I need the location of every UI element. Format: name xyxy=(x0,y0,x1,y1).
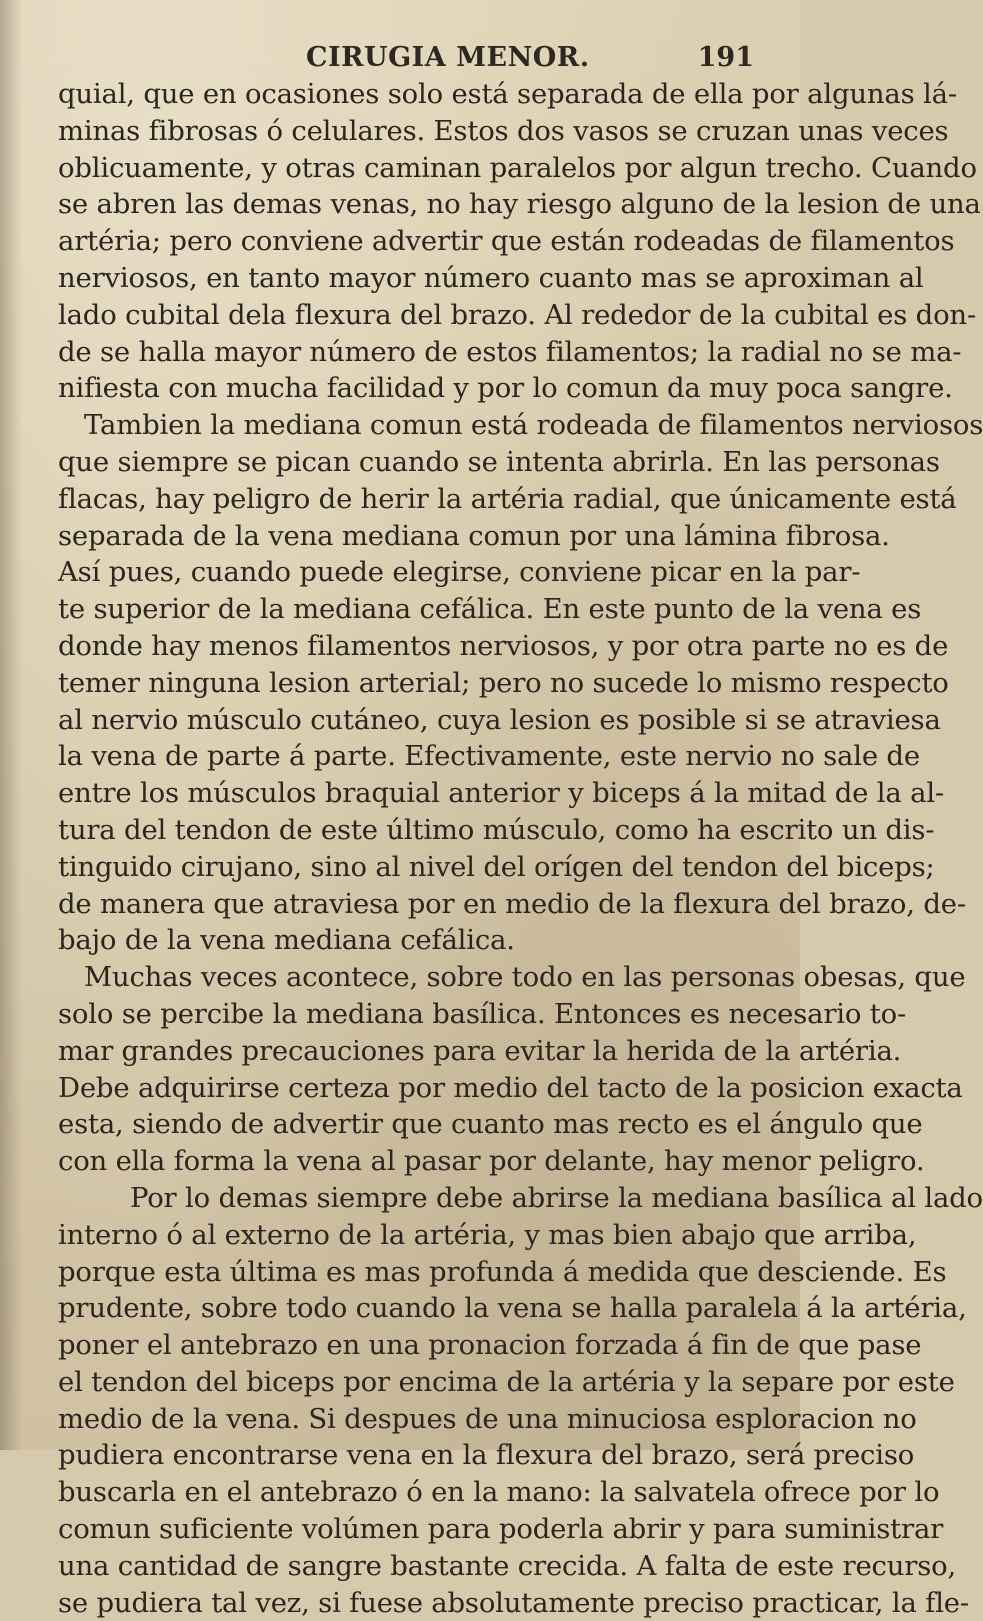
text-line: Debe adquirirse certeza por medio del tacto de la posicion exacta xyxy=(58,1071,963,1104)
text-line: medio de la vena. Si despues de una minuciosa esploracion no xyxy=(58,1402,917,1435)
page-header xyxy=(60,42,760,78)
text-line: pudiera encontrarse vena en la flexura del brazo, será preciso xyxy=(58,1439,915,1472)
text-line: entre los músculos braquial anterior y biceps á la mitad de la al- xyxy=(58,777,945,810)
text-line: quial, que en ocasiones solo está separada de ella por algunas lá- xyxy=(58,78,957,110)
text-line: el tendon del biceps por encima de la artéria y la separe por este xyxy=(58,1365,955,1398)
text-line: esta, siendo de advertir que cuanto mas recto es el ángulo que xyxy=(58,1108,923,1141)
text-line: te superior de la mediana cefálica. En este punto de la vena es xyxy=(58,593,922,626)
text-line: de se halla mayor número de estos filamentos; la radial no se ma- xyxy=(58,335,962,368)
text-line: minas fibrosas ó celulares. Estos dos vasos se cruzan unas veces xyxy=(58,114,949,147)
running-title: CIRUGIA MENOR. xyxy=(306,42,590,73)
text-line: temer ninguna lesion arterial; pero no sucede lo mismo respecto xyxy=(58,666,949,699)
text-line: buscarla en el antebrazo ó en la mano: la salvatela ofrece por lo xyxy=(58,1476,940,1509)
page-gutter-shadow xyxy=(0,0,22,1450)
text-line: comun suficiente volúmen para poderla abrir y para suministrar xyxy=(58,1513,944,1546)
text-line: se pudiera tal vez, si fuese absolutamente preciso practicar, la fle- xyxy=(58,1586,969,1619)
text-line: al nervio músculo cutáneo, cuya lesion es posible si se atraviesa xyxy=(58,703,941,736)
text-line: con ella forma la vena al pasar por delante, hay menor peligro. xyxy=(58,1145,925,1178)
text-line: donde hay menos filamentos nerviosos, y por otra parte no es de xyxy=(58,629,949,662)
text-line: de manera que atraviesa por en medio de la flexura del brazo, de- xyxy=(58,887,966,920)
text-line: porque esta última es mas profunda á medida que desciende. Es xyxy=(58,1255,947,1288)
text-line: oblicuamente, y otras caminan paralelos por algun trecho. Cuando xyxy=(58,151,977,184)
text-line: solo se percibe la mediana basílica. Entonces es necesario to- xyxy=(58,997,907,1030)
text-line: Por lo demas siempre debe abrirse la mediana basílica al lado xyxy=(130,1181,983,1214)
page-number: 191 xyxy=(697,42,754,73)
text-line: artéria; pero conviene advertir que están rodeadas de filamentos xyxy=(58,225,955,258)
text-line: prudente, sobre todo cuando la vena se halla paralela á la artéria, xyxy=(58,1292,967,1325)
text-line: nerviosos, en tanto mayor número cuanto mas se aproximan al xyxy=(58,261,924,294)
text-line: lado cubital dela flexura del brazo. Al rededor de la cubital es don- xyxy=(58,298,977,331)
text-line: interno ó al externo de la artéria, y mas bien abajo que arriba, xyxy=(58,1218,917,1251)
text-line: flacas, hay peligro de herir la artéria radial, que únicamente está xyxy=(58,482,957,515)
text-line: tinguido cirujano, sino al nivel del orígen del tendon del biceps; xyxy=(58,850,935,883)
text-line: tura del tendon de este último músculo, como ha escrito un dis- xyxy=(58,813,935,846)
text-line: que siempre se pican cuando se intenta abrirla. En las personas xyxy=(58,445,940,478)
text-line: Muchas veces acontece, sobre todo en las personas obesas, que xyxy=(84,961,966,994)
text-line: nifiesta con mucha facilidad y por lo comun da muy poca sangre. xyxy=(58,372,953,405)
text-line: mar grandes precauciones para evitar la herida de la artéria. xyxy=(58,1034,902,1067)
text-line: Tambien la mediana comun está rodeada de filamentos nerviosos xyxy=(84,409,983,442)
text-line: una cantidad de sangre bastante crecida. A falta de este recurso, xyxy=(58,1549,957,1582)
body-text xyxy=(58,76,983,1621)
text-line: Así pues, cuando puede elegirse, conviene picar en la par- xyxy=(58,556,861,589)
text-line: se abren las demas venas, no hay riesgo alguno de la lesion de una xyxy=(58,188,981,221)
text-line: bajo de la vena mediana cefálica. xyxy=(58,924,515,957)
text-line: la vena de parte á parte. Efectivamente, este nervio no sale de xyxy=(58,740,920,773)
text-line: poner el antebrazo en una pronacion forzada á fin de que pase xyxy=(58,1329,922,1362)
text-line: separada de la vena mediana comun por una lámina fibrosa. xyxy=(58,519,890,552)
